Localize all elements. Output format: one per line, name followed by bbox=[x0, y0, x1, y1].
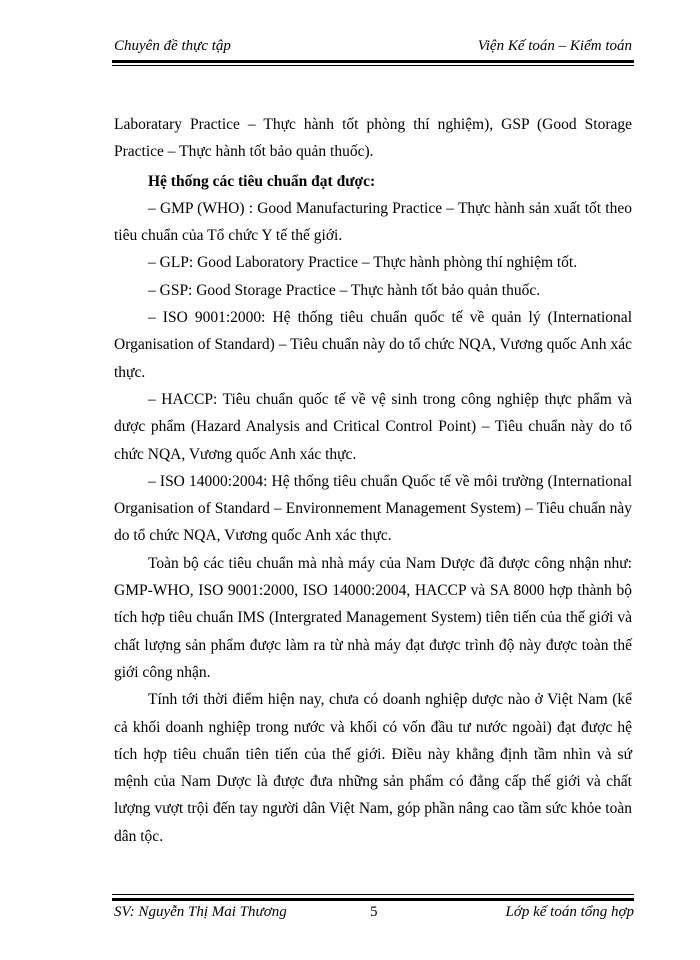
section-heading: Hệ thống các tiêu chuẩn đạt được: bbox=[148, 172, 376, 190]
footer-class: Lớp kế toán tổng hợp bbox=[505, 904, 634, 920]
header-left: Chuyên đề thực tập bbox=[114, 38, 231, 54]
page-header bbox=[112, 38, 632, 60]
footer-author: SV: Nguyễn Thị Mai Thương bbox=[114, 904, 287, 920]
list-item: – HACCP: Tiêu chuẩn quốc tế về vệ sinh trong công nghiệp thực phẩm và dược phẩm (Hazard Analysis and Critical Control Point) – Tiêu chuẩn này do tổ chức NQA, Vương quốc Anh xác thực. bbox=[114, 390, 632, 463]
header-right: Viện Kế toán – Kiểm toán bbox=[477, 38, 632, 54]
paragraph: Tính tới thời điểm hiện nay, chưa có doanh nghiệp dược nào ở Việt Nam (kể cả khối doanh nghiệp trong nước và khối có vốn đầu tư nước ngoài) đạt được hệ tích hợp tiêu chuẩn tiên tiến của thế giới. Điều này khẳng định tầm nhìn và sứ mệnh của Nam Dược là được đưa những sản phẩm có đẳng cấp thế giới và chất lượng vượt trội đến tay người dân Việt Nam, góp phần nâng cao tầm sức khỏe toàn dân tộc. bbox=[114, 691, 632, 845]
page-footer bbox=[112, 904, 634, 926]
paragraph-intro: Laboratary Practice – Thực hành tốt phòng thí nghiệm), GSP (Good Storage Practice – Thực hành tốt bảo quản thuốc). bbox=[114, 116, 632, 161]
list-item: – ISO 9001:2000: Hệ thống tiêu chuẩn quốc tế về quản lý (International Organisation of Standard) – Tiêu chuẩn này do tổ chức NQA, Vương quốc Anh xác thực. bbox=[114, 309, 632, 381]
paragraph: Toàn bộ các tiêu chuẩn mà nhà máy của Nam Dược đã được công nhận như: GMP-WHO, ISO 9001:2000, ISO 14000:2004, HACCP và SA 8000 hợp thành bộ tích hợp tiêu chuẩn IMS (Intergrated Management System) tiên tiến của thế giới và chất lượng sản phẩm được làm ra từ nhà máy đạt được trình độ này được toàn thế giới công nhận. bbox=[114, 554, 632, 681]
header-rule-thin bbox=[112, 65, 634, 66]
footer-rule-thin bbox=[112, 894, 634, 895]
footer-rule-thick bbox=[112, 898, 634, 901]
list-item: – GSP: Good Storage Practice – Thực hành tốt bảo quản thuốc. bbox=[148, 281, 541, 299]
list-item: – ISO 14000:2004: Hệ thống tiêu chuẩn Quốc tế về môi trường (International Organisation of Standard – Environnement Management System) – Tiêu chuẩn này do tổ chức NQA, Vương quốc Anh xác thực. bbox=[114, 472, 632, 545]
header-rule-thick bbox=[112, 60, 634, 63]
page-number: 5 bbox=[370, 904, 378, 920]
list-item: – GLP: Good Laboratory Practice – Thực hành phòng thí nghiệm tốt. bbox=[148, 254, 578, 272]
list-item: – GMP (WHO) : Good Manufacturing Practice – Thực hành sản xuất tốt theo tiêu chuẩn của Tổ chức Y tế thế giới. bbox=[114, 199, 632, 245]
page-body bbox=[114, 111, 632, 850]
